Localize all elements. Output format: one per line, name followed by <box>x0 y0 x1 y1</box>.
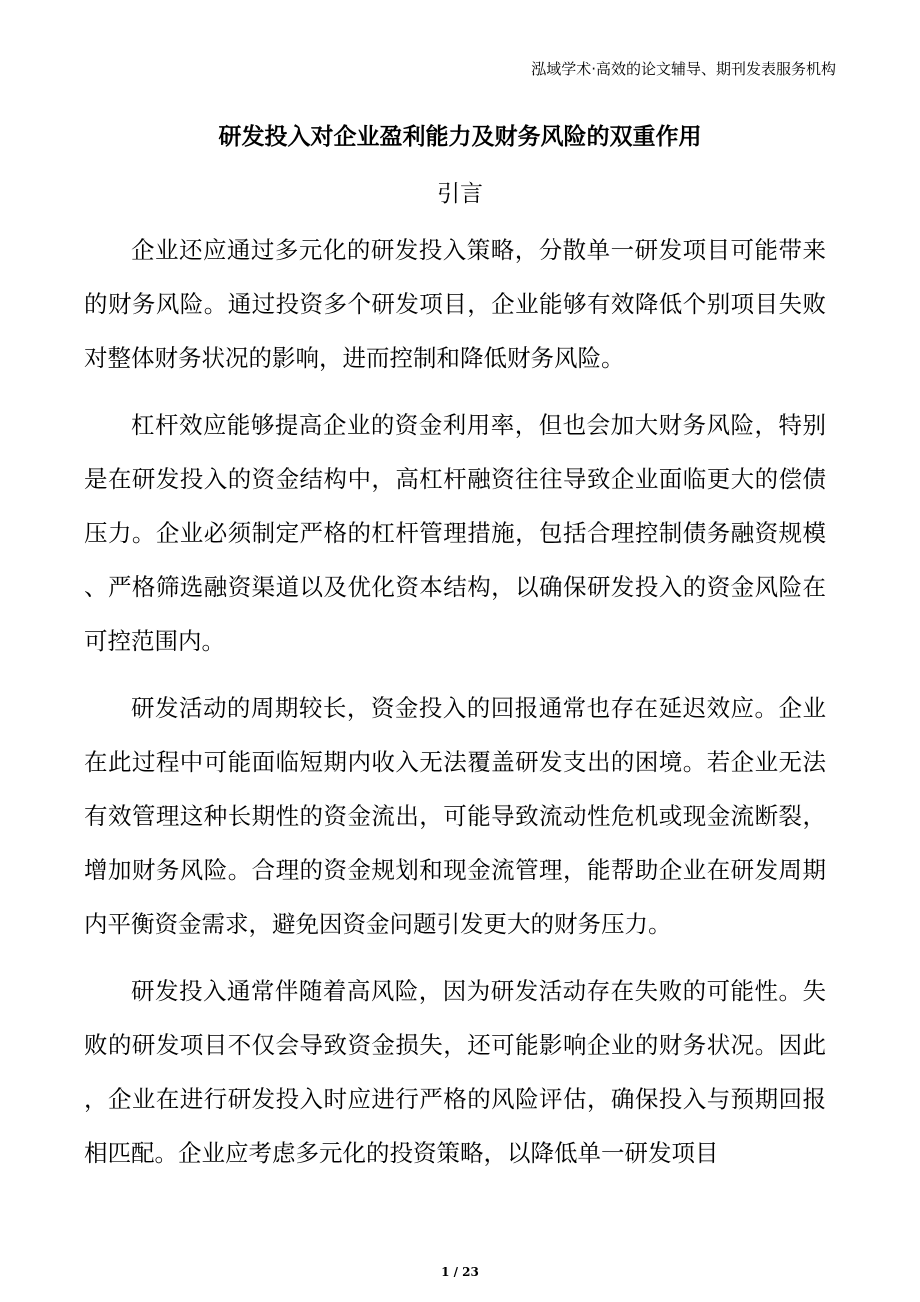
body-paragraph-1: 企业还应通过多元化的研发投入策略，分散单一研发项目可能带来的财务风险。通过投资多个研发项目，企业能够有效降低个别项目失败对整体财务状况的影响，进而控制和降低财务风险。 <box>84 236 826 372</box>
body-paragraph-2: 杠杆效应能够提高企业的资金利用率，但也会加大财务风险，特别是在研发投入的资金结构中，高杠杆融资往往导致企业面临更大的偿债压力。企业必须制定严格的杠杆管理措施，包括合理控制债务融资规模、严格筛选融资渠道以及优化资本结构，以确保研发投入的资金风险在可控范围内。 <box>84 411 826 655</box>
page-number: 1 / 23 <box>441 1265 479 1279</box>
body-paragraph-3: 研发活动的周期较长，资金投入的回报通常也存在延迟效应。企业在此过程中可能面临短期内收入无法覆盖研发支出的困境。若企业无法有效管理这种长期性的资金流出，可能导致流动性危机或现金流断裂，增加财务风险。合理的资金规划和现金流管理，能帮助企业在研发周期内平衡资金需求，避免因资金问题引发更大的财务压力。 <box>84 694 826 938</box>
document-body <box>84 223 826 1193</box>
section-heading: 引言 <box>437 181 483 207</box>
body-paragraph-4: 研发投入通常伴随着高风险，因为研发活动存在失败的可能性。失败的研发项目不仅会导致资金损失，还可能影响企业的财务状况。因此，企业在进行研发投入时应进行严格的风险评估，确保投入与预期回报相匹配。企业应考虑多元化的投资策略，以降低单一研发项目 <box>84 977 826 1167</box>
document-title: 研发投入对企业盈利能力及财务风险的双重作用 <box>218 124 702 150</box>
header-org-name: 泓域学术·高效的论文辅导、期刊发表服务机构 <box>531 60 836 78</box>
